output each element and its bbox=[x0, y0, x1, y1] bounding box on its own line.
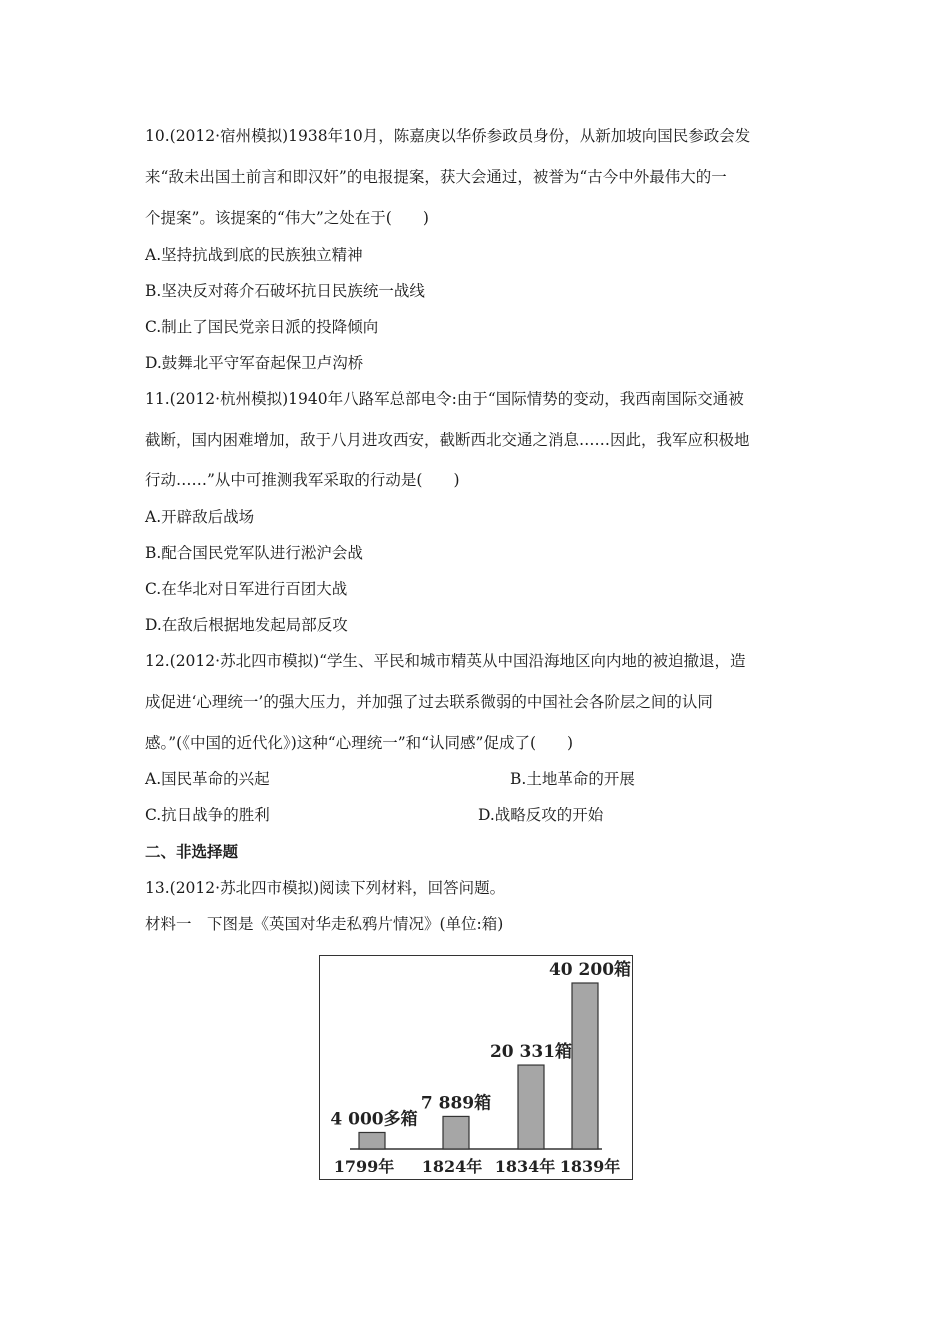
q10-option-a: A.坚持抗战到底的民族独立精神 bbox=[145, 246, 363, 264]
q11-line-2: 截断，国内困难增加，敌于八月进攻西安，截断西北交通之消息……因此，我军应积极地 bbox=[145, 431, 750, 449]
q10-line-3: 个提案”。该提案的“伟大”之处在于( ) bbox=[145, 209, 429, 227]
q11-option-a: A.开辟敌后战场 bbox=[145, 508, 255, 526]
q10-line-1: 10.(2012·宿州模拟)1938年10月，陈嘉庚以华侨参政员身份，从新加坡向国民参政会发 bbox=[145, 127, 751, 145]
q10-option-b: B.坚决反对蒋介石破坏抗日民族统一战线 bbox=[145, 282, 425, 300]
q13-line-1: 13.(2012·苏北四市模拟)阅读下列材料，回答问题。 bbox=[145, 879, 506, 897]
category-label-3: 1839年 bbox=[559, 1157, 621, 1176]
q12-option-d: D.战略反攻的开始 bbox=[478, 806, 604, 824]
q10-option-c: C.制止了国民党亲日派的投降倾向 bbox=[145, 318, 379, 336]
q12-line-1: 12.(2012·苏北四市模拟)“学生、平民和城市精英从中国沿海地区向内地的被迫撤退，造 bbox=[145, 652, 746, 670]
q11-line-3: 行动……”从中可推测我军采取的行动是( ) bbox=[145, 471, 460, 489]
q11-line-1: 11.(2012·杭州模拟)1940年八路军总部电令:由于“国际情势的变动，我西南国际交通被 bbox=[145, 390, 744, 408]
bar-0 bbox=[359, 1132, 385, 1149]
section-heading: 二、非选择题 bbox=[145, 842, 239, 861]
q10-line-2: 来“敌未出国土前言和即汉奸”的电报提案，获大会通过，被誉为“古今中外最伟大的一 bbox=[145, 168, 727, 186]
chart-svg bbox=[320, 956, 634, 1181]
q11-option-d: D.在敌后根据地发起局部反攻 bbox=[145, 616, 348, 634]
q12-line-2: 成促进‘心理统一’的强大压力，并加强了过去联系微弱的中国社会各阶层之间的认同 bbox=[145, 693, 713, 711]
bar-1 bbox=[443, 1116, 469, 1149]
bar-value-label-2: 20 331箱 bbox=[489, 1042, 573, 1063]
category-label-2: 1834年 bbox=[494, 1157, 556, 1176]
category-label-0: 1799年 bbox=[333, 1157, 395, 1176]
q12-option-a: A.国民革命的兴起 bbox=[145, 770, 270, 788]
bar-value-label-3: 40 200箱 bbox=[548, 960, 632, 980]
q12-line-3: 感。”(《中国的近代化》)这种“心理统一”和“认同感”促成了( ) bbox=[145, 734, 574, 752]
q11-option-c: C.在华北对日军进行百团大战 bbox=[145, 580, 348, 598]
bar-2 bbox=[518, 1065, 544, 1149]
q13-material-1: 材料一 下图是《英国对华走私鸦片情况》(单位:箱) bbox=[145, 915, 504, 933]
opium-bar-chart bbox=[319, 955, 633, 1180]
bar-3 bbox=[572, 983, 598, 1149]
q12-option-c: C.抗日战争的胜利 bbox=[145, 806, 270, 824]
q11-option-b: B.配合国民党军队进行淞沪会战 bbox=[145, 544, 363, 562]
category-label-1: 1824年 bbox=[421, 1157, 483, 1176]
bar-value-label-1: 7 889箱 bbox=[420, 1093, 492, 1114]
bar-value-label-0: 4 000多箱 bbox=[330, 1109, 418, 1130]
q10-option-d: D.鼓舞北平守军奋起保卫卢沟桥 bbox=[145, 354, 364, 372]
q12-option-b: B.土地革命的开展 bbox=[510, 770, 635, 788]
